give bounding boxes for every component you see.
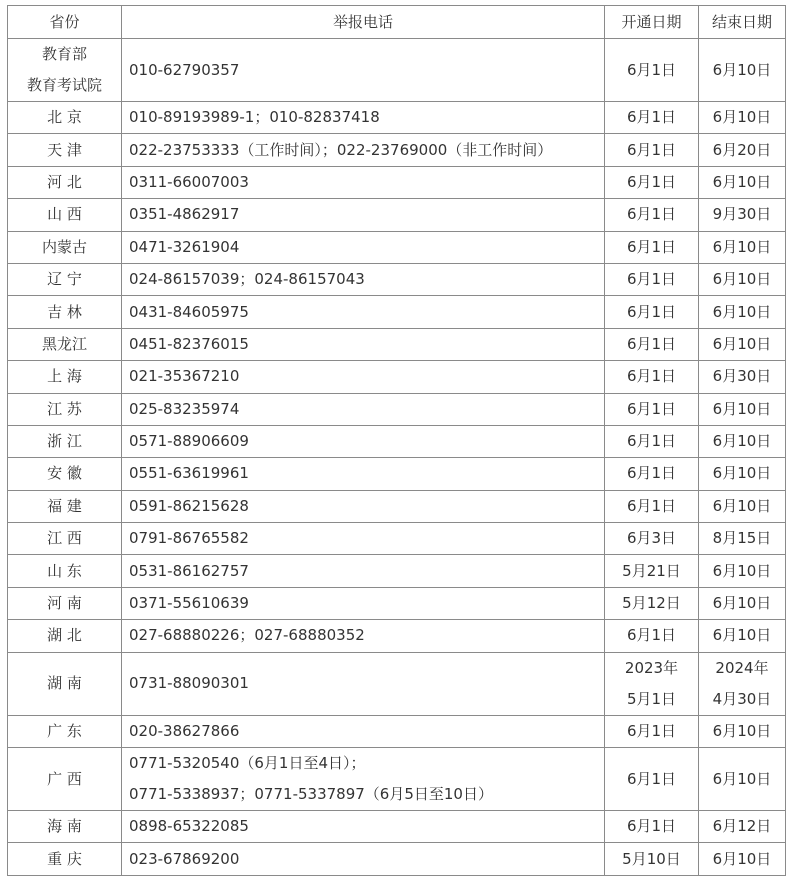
phone-cell	[122, 102, 605, 134]
start-date-cell-text: 6月1日	[626, 721, 677, 740]
province-cell	[8, 458, 122, 490]
phone-cell	[122, 393, 605, 425]
end-date-cell	[699, 199, 786, 231]
end-date-cell	[699, 458, 786, 490]
end-date-cell-text: 6月10日	[712, 464, 772, 483]
phone-cell-text: 022-23753333（工作时间）；022-23769000（非工作时间）	[129, 140, 553, 159]
start-date-cell	[605, 715, 699, 747]
table-row	[8, 296, 786, 328]
start-date-cell	[605, 490, 699, 522]
province-cell-text: 内蒙古	[41, 237, 87, 256]
end-date-cell	[699, 620, 786, 652]
phone-cell	[122, 134, 605, 166]
phone-cell-text: 0451-82376015	[129, 334, 249, 353]
phone-cell-text: 0771-5338937；0771-5337897（6月5日至10日）	[129, 785, 493, 804]
start-date-cell	[605, 231, 699, 263]
phone-cell	[122, 587, 605, 619]
phone-cell	[122, 555, 605, 587]
start-date-cell	[605, 748, 699, 811]
province-cell	[8, 199, 122, 231]
table-row	[8, 328, 786, 360]
start-date-cell	[605, 166, 699, 198]
header-province: 省份	[8, 6, 122, 39]
end-date-cell-text: 6月10日	[712, 60, 772, 79]
end-date-cell-text: 8月15日	[712, 529, 772, 548]
province-cell-text: 吉 林	[47, 302, 82, 321]
end-date-cell-text: 6月10日	[712, 237, 772, 256]
province-cell-text: 教育部	[41, 45, 87, 63]
table-body	[8, 39, 786, 876]
province-cell	[8, 652, 122, 715]
table-row	[8, 620, 786, 652]
start-date-cell	[605, 587, 699, 619]
phone-cell-text: 0531-86162757	[129, 561, 249, 580]
end-date-cell	[699, 328, 786, 360]
end-date-cell	[699, 425, 786, 457]
start-date-cell-text: 6月1日	[626, 464, 677, 483]
end-date-cell-text: 6月10日	[712, 594, 772, 613]
end-date-cell-text: 4月30日	[712, 689, 772, 708]
end-date-cell-text: 6月10日	[712, 108, 772, 127]
phone-cell	[122, 296, 605, 328]
end-date-cell-text: 6月10日	[712, 172, 772, 191]
phone-cell-text: 0311-66007003	[129, 172, 249, 191]
start-date-cell-text: 6月1日	[626, 432, 677, 451]
phone-cell-text: 024-86157039；024-86157043	[129, 270, 365, 289]
header-end-date: 结束日期	[699, 6, 786, 39]
start-date-cell	[605, 39, 699, 102]
start-date-cell	[605, 102, 699, 134]
phone-cell-text: 021-35367210	[129, 367, 240, 386]
end-date-cell-text: 6月10日	[712, 769, 772, 788]
province-cell-text: 广 东	[47, 721, 82, 740]
phone-cell-text: 025-83235974	[129, 399, 240, 418]
hotline-table	[7, 5, 786, 876]
start-date-cell-text: 6月1日	[626, 302, 677, 321]
start-date-cell-text: 5月21日	[622, 561, 681, 580]
phone-cell-text: 0898-65322085	[129, 817, 249, 836]
province-cell	[8, 166, 122, 198]
table-row	[8, 587, 786, 619]
phone-cell-text: 0731-88090301	[129, 674, 249, 693]
phone-cell	[122, 166, 605, 198]
province-cell	[8, 39, 122, 102]
phone-cell	[122, 620, 605, 652]
table-row	[8, 166, 786, 198]
start-date-cell-text: 6月1日	[626, 496, 677, 515]
province-cell	[8, 811, 122, 843]
end-date-cell-text: 6月10日	[712, 302, 772, 321]
province-cell	[8, 490, 122, 522]
phone-cell	[122, 361, 605, 393]
start-date-cell-text: 6月1日	[626, 172, 677, 191]
phone-cell-text: 027-68880226；027-68880352	[129, 626, 365, 645]
phone-cell	[122, 490, 605, 522]
end-date-cell	[699, 134, 786, 166]
start-date-cell-text: 6月1日	[626, 205, 677, 224]
start-date-cell-text: 6月1日	[626, 399, 677, 418]
start-date-cell	[605, 523, 699, 555]
province-cell-text: 海 南	[47, 817, 82, 836]
province-cell-text: 福 建	[47, 496, 82, 515]
end-date-cell	[699, 296, 786, 328]
phone-cell-text: 0351-4862917	[129, 205, 240, 224]
end-date-cell	[699, 39, 786, 102]
phone-cell-text: 0371-55610639	[129, 594, 249, 613]
start-date-cell-text: 6月1日	[626, 108, 677, 127]
phone-cell	[122, 231, 605, 263]
start-date-cell	[605, 134, 699, 166]
table-row	[8, 555, 786, 587]
phone-cell	[122, 199, 605, 231]
end-date-cell	[699, 361, 786, 393]
province-cell	[8, 555, 122, 587]
table-row	[8, 134, 786, 166]
start-date-cell	[605, 199, 699, 231]
province-cell-text: 安 徽	[47, 464, 82, 483]
province-cell-text: 江 苏	[47, 399, 82, 418]
phone-cell	[122, 263, 605, 295]
phone-cell	[122, 811, 605, 843]
phone-cell	[122, 652, 605, 715]
province-cell	[8, 393, 122, 425]
start-date-cell	[605, 425, 699, 457]
province-cell-text: 浙 江	[47, 432, 82, 451]
phone-cell-text: 010-62790357	[129, 60, 240, 79]
table-row	[8, 490, 786, 522]
table-row	[8, 811, 786, 843]
table-row	[8, 523, 786, 555]
province-cell	[8, 361, 122, 393]
table-row	[8, 715, 786, 747]
table-row	[8, 231, 786, 263]
province-cell-text: 辽 宁	[47, 270, 82, 289]
start-date-cell-text: 6月1日	[626, 817, 677, 836]
start-date-cell-text: 6月1日	[626, 60, 677, 79]
province-cell-text: 山 西	[47, 205, 82, 224]
province-cell-text: 河 北	[47, 172, 82, 191]
start-date-cell	[605, 555, 699, 587]
table-row	[8, 39, 786, 102]
province-cell-text: 上 海	[47, 367, 82, 386]
table-row	[8, 748, 786, 811]
table-header-row	[8, 6, 786, 39]
phone-cell	[122, 748, 605, 811]
end-date-cell-text: 6月10日	[712, 849, 772, 868]
province-cell-text: 黑龙江	[41, 334, 87, 353]
province-cell	[8, 587, 122, 619]
province-cell	[8, 102, 122, 134]
end-date-cell-text: 6月10日	[712, 721, 772, 740]
start-date-cell-text: 5月10日	[622, 849, 681, 868]
table-row	[8, 393, 786, 425]
start-date-cell-text: 6月1日	[626, 626, 677, 645]
phone-cell	[122, 715, 605, 747]
phone-cell-text: 0431-84605975	[129, 302, 249, 321]
end-date-cell	[699, 811, 786, 843]
start-date-cell-text: 5月12日	[622, 594, 681, 613]
end-date-cell-text: 6月10日	[712, 561, 772, 580]
phone-cell	[122, 458, 605, 490]
end-date-cell-text: 6月10日	[712, 270, 772, 289]
phone-cell-text: 0771-5320540（6月1日至4日）；	[129, 754, 366, 773]
start-date-cell	[605, 328, 699, 360]
start-date-cell	[605, 620, 699, 652]
table-row	[8, 652, 786, 715]
end-date-cell-text: 6月10日	[712, 334, 772, 353]
start-date-cell	[605, 361, 699, 393]
end-date-cell-text: 6月12日	[712, 817, 772, 836]
province-cell-text: 河 南	[47, 594, 82, 613]
start-date-cell-text: 6月1日	[626, 367, 677, 386]
table-row	[8, 425, 786, 457]
end-date-cell	[699, 263, 786, 295]
end-date-cell-text: 6月10日	[712, 496, 772, 515]
start-date-cell	[605, 843, 699, 875]
province-cell	[8, 843, 122, 875]
end-date-cell-text: 6月30日	[712, 367, 772, 386]
end-date-cell	[699, 652, 786, 715]
phone-cell-text: 0791-86765582	[129, 529, 249, 548]
end-date-cell	[699, 102, 786, 134]
table-row	[8, 843, 786, 875]
province-cell	[8, 134, 122, 166]
start-date-cell-text: 6月1日	[626, 237, 677, 256]
end-date-cell	[699, 748, 786, 811]
start-date-cell	[605, 296, 699, 328]
table-row	[8, 458, 786, 490]
province-cell-text: 重 庆	[47, 849, 82, 868]
end-date-cell-text: 2024年	[715, 658, 769, 677]
province-cell-text: 广 西	[47, 769, 82, 788]
phone-cell	[122, 328, 605, 360]
start-date-cell-text: 6月1日	[626, 140, 677, 159]
start-date-cell-text: 2023年	[624, 658, 679, 677]
phone-cell-text: 0591-86215628	[129, 496, 249, 515]
start-date-cell	[605, 458, 699, 490]
province-cell-text: 湖 北	[47, 626, 82, 645]
phone-cell-text: 0471-3261904	[129, 237, 240, 256]
end-date-cell	[699, 555, 786, 587]
province-cell	[8, 425, 122, 457]
table-row	[8, 263, 786, 295]
phone-cell	[122, 425, 605, 457]
phone-cell-text: 010-89193989-1；010-82837418	[129, 108, 380, 127]
phone-cell-text: 023-67869200	[129, 849, 240, 868]
phone-cell-text: 020-38627866	[129, 721, 240, 740]
start-date-cell-text: 6月3日	[626, 529, 677, 548]
end-date-cell-text: 6月10日	[712, 626, 772, 645]
province-cell-text: 山 东	[47, 561, 82, 580]
phone-cell	[122, 39, 605, 102]
end-date-cell	[699, 490, 786, 522]
end-date-cell-text: 6月20日	[712, 140, 772, 159]
province-cell	[8, 620, 122, 652]
start-date-cell	[605, 652, 699, 715]
end-date-cell-text: 6月10日	[712, 399, 772, 418]
table-row	[8, 361, 786, 393]
end-date-cell	[699, 523, 786, 555]
table-row	[8, 199, 786, 231]
end-date-cell	[699, 231, 786, 263]
province-cell-text: 教育考试院	[26, 76, 102, 94]
province-cell	[8, 296, 122, 328]
phone-cell	[122, 843, 605, 875]
province-cell	[8, 523, 122, 555]
start-date-cell	[605, 263, 699, 295]
header-phone: 举报电话	[122, 6, 605, 39]
province-cell	[8, 231, 122, 263]
phone-cell	[122, 523, 605, 555]
province-cell-text: 江 西	[47, 529, 82, 548]
end-date-cell	[699, 393, 786, 425]
start-date-cell-text: 5月1日	[626, 689, 677, 708]
start-date-cell-text: 6月1日	[626, 270, 677, 289]
end-date-cell	[699, 587, 786, 619]
phone-cell-text: 0571-88906609	[129, 432, 249, 451]
province-cell	[8, 748, 122, 811]
province-cell-text: 北 京	[47, 108, 82, 127]
table-row	[8, 102, 786, 134]
province-cell	[8, 263, 122, 295]
header-start-date: 开通日期	[605, 6, 699, 39]
province-cell-text: 天 津	[47, 140, 82, 159]
end-date-cell	[699, 843, 786, 875]
end-date-cell	[699, 715, 786, 747]
start-date-cell	[605, 393, 699, 425]
province-cell-text: 湖 南	[47, 674, 82, 693]
start-date-cell-text: 6月1日	[626, 769, 677, 788]
province-cell	[8, 715, 122, 747]
province-cell	[8, 328, 122, 360]
phone-cell-text: 0551-63619961	[129, 464, 249, 483]
end-date-cell	[699, 166, 786, 198]
start-date-cell	[605, 811, 699, 843]
end-date-cell-text: 9月30日	[712, 205, 772, 224]
end-date-cell-text: 6月10日	[712, 432, 772, 451]
start-date-cell-text: 6月1日	[626, 334, 677, 353]
